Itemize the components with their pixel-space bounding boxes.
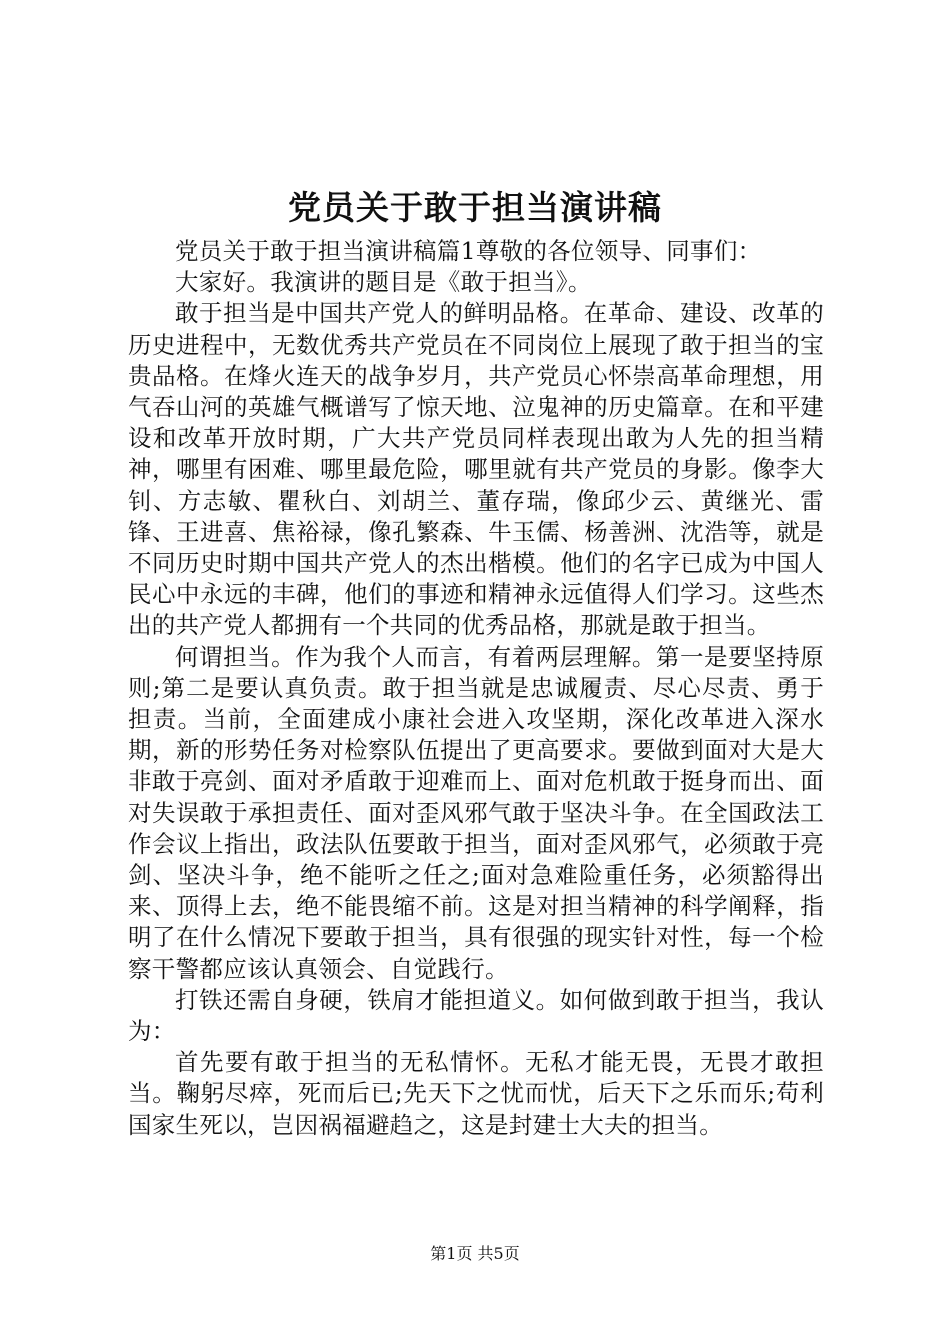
page-footer: 第1页 共5页: [430, 1244, 520, 1263]
paragraph-2: 大家好。我演讲的题目是《敢于担当》。: [175, 268, 592, 297]
paragraph-6: 首先要有敢于担当的无私情怀。无私才能无畏，无畏才敢担当。鞠躬尽瘁，死而后已;先天下之忧而忧，后天下之乐而乐;苟利国家生死以，岂因祸福避趋之，这是封建士大夫的担当。: [128, 1048, 824, 1139]
document-title: 党员关于敢于担当演讲稿: [288, 188, 662, 227]
paragraph-5: 打铁还需自身硬，铁肩才能担道义。如何做到敢于担当，我认为：: [128, 985, 824, 1046]
document-body: [128, 236, 824, 1141]
paragraph-3: 敢于担当是中国共产党人的鲜明品格。在革命、建设、改革的历史进程中，无数优秀共产党员在不同岗位上展现了敢于担当的宝贵品格。在烽火连天的战争岁月，共产党员心怀崇高革命理想，用气吞山河的英雄气概谱写了惊天地、泣鬼神的历史篇章。在和平建设和改革开放时期，广大共产党员同样表现出敢为人先的担当精神，哪里有困难、哪里最危险，哪里就有共产党员的身影。像李大钊、方志敏、瞿秋白、刘胡兰、董存瑞，像邱少云、黄继光、雷锋、王进喜、焦裕禄，像孔繁森、牛玉儒、杨善洲、沈浩等，就是不同历史时期中国共产党人的杰出楷模。他们的名字已成为中国人民心中永远的丰碑，他们的事迹和精神永远值得人们学习。这些杰出的共产党人都拥有一个共同的优秀品格，那就是敢于担当。: [128, 299, 824, 640]
paragraph-1: 党员关于敢于担当演讲稿篇1尊敬的各位领导、同事们：: [175, 237, 762, 265]
paragraph-4: 何谓担当。作为我个人而言，有着两层理解。第一是要坚持原则;第二是要认真负责。敢于担当就是忠诚履责、尽心尽责、勇于担责。当前，全面建成小康社会进入攻坚期，深化改革进入深水期，新的形势任务对检察队伍提出了更高要求。要做到面对大是大非敢于亮剑、面对矛盾敢于迎难而上、面对危机敢于挺身而出、面对失误敢于承担责任、面对歪风邪气敢于坚决斗争。在全国政法工作会议上指出，政法队伍要敢于担当，面对歪风邪气，必须敢于亮剑、坚决斗争，绝不能听之任之;面对急难险重任务，必须豁得出来、顶得上去，绝不能畏缩不前。这是对担当精神的科学阐释，指明了在什么情况下要敢于担当，具有很强的现实针对性，每一个检察干警都应该认真领会、自觉践行。: [128, 642, 824, 983]
